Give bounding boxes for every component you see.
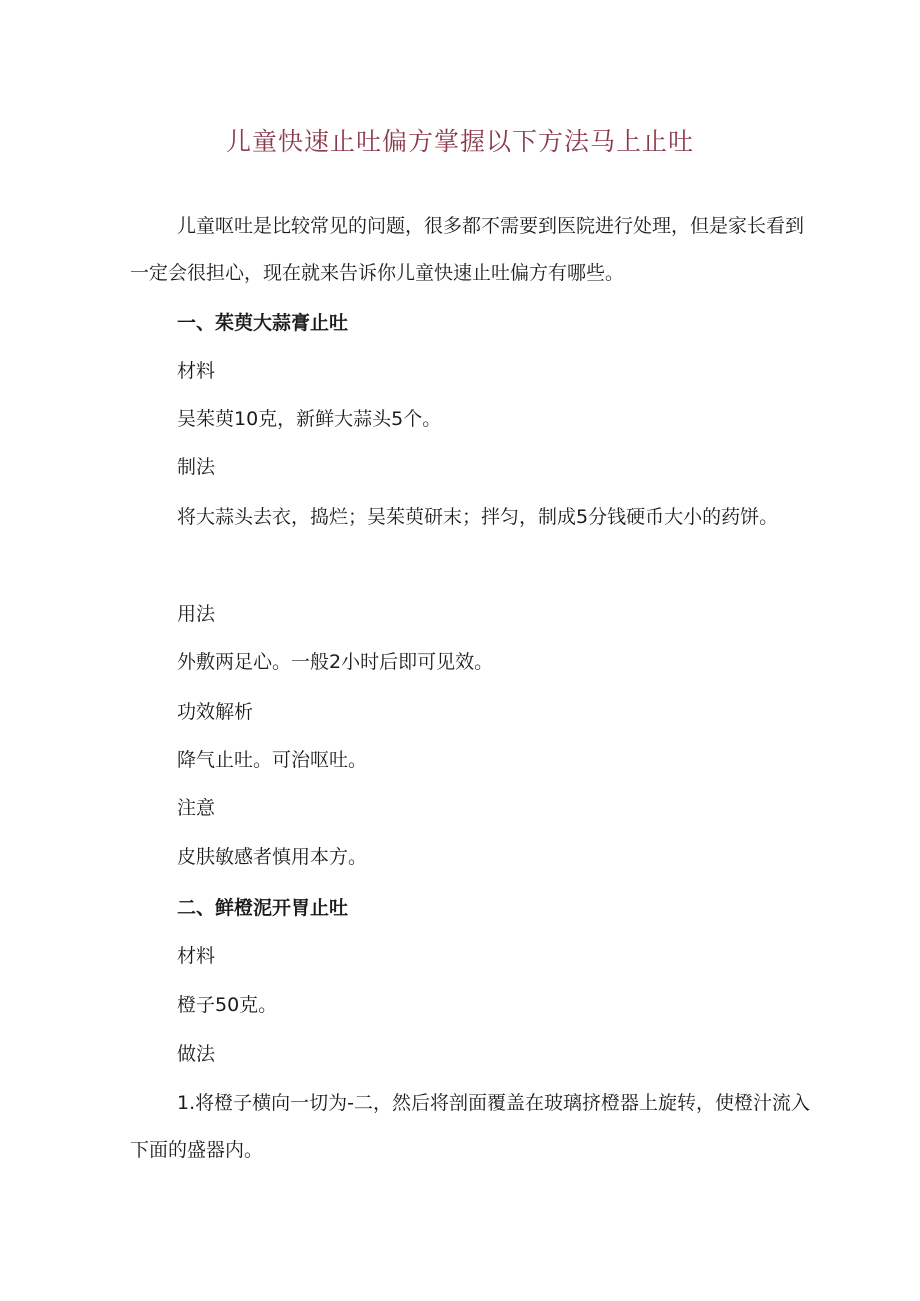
section2-materials-label: 材料 [177, 945, 216, 967]
section1-caution: 皮肤敏感者慎用本方。 [177, 846, 368, 868]
section2-materials: 橙子50克。 [177, 994, 278, 1016]
section1-effect-label: 功效解析 [177, 701, 254, 723]
intro-paragraph: 儿童呕吐是比较常见的问题，很多都不需要到医院进行处理，但是家长看到一定会很担心，现在就来告诉你儿童快速止吐偏方有哪些。 [130, 215, 805, 284]
section1-method: 将大蒜头去衣，捣烂；吴茱萸研末；拌匀，制成5分钱硬币大小的药饼。 [177, 506, 779, 528]
section1-caution-label: 注意 [177, 797, 216, 819]
section1-usage: 外敷两足心。一般2小时后即可见效。 [177, 651, 494, 673]
section1-materials: 吴茱萸10克，新鲜大蒜头5个。 [177, 408, 442, 430]
section2-method-label: 做法 [177, 1043, 216, 1065]
section1-heading: 一、茱萸大蒜膏止吐 [177, 312, 349, 334]
section1-materials-label: 材料 [177, 360, 216, 382]
section2-step1: 1.将橙子横向一切为-二，然后将剖面覆盖在玻璃挤橙器上旋转，使橙汁流入下面的盛器内。 [130, 1092, 810, 1161]
section2-heading: 二、鲜橙泥开胃止吐 [177, 897, 349, 919]
section1-usage-label: 用法 [177, 603, 216, 625]
section1-effect: 降气止吐。可治呕吐。 [177, 749, 368, 771]
section1-method-label: 制法 [177, 456, 216, 478]
page-title: 儿童快速止吐偏方掌握以下方法马上止吐 [225, 127, 694, 156]
